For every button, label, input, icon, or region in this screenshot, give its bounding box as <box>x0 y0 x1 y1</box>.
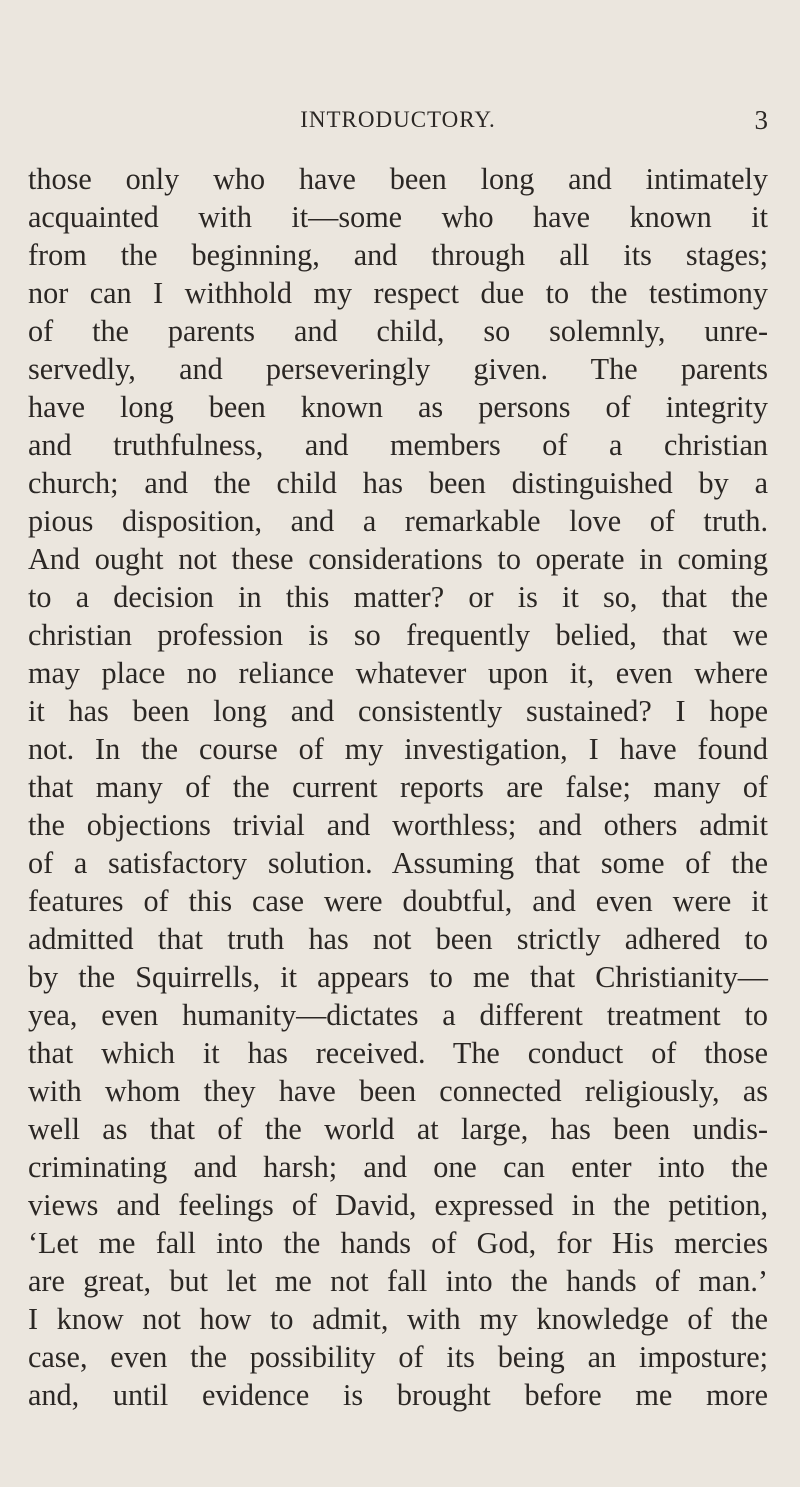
text-line-12: to a decision in this matter? or is it so, that the <box>28 580 768 614</box>
text-line-29: ‘Let me fall into the hands of God, for His mercies <box>28 1226 768 1260</box>
text-line-26: well as that of the world at large, has been undis- <box>28 1112 768 1146</box>
body-text <box>28 160 768 1414</box>
text-line-25: with whom they have been connected religiously, as <box>28 1074 768 1108</box>
text-line-14: may place no reliance whatever upon it, even where <box>28 656 768 690</box>
text-line-21: admitted that truth has not been strictly adhered to <box>28 922 768 956</box>
text-line-33: and, until evidence is brought before me more <box>28 1378 768 1412</box>
text-line-18: the objections trivial and worthless; and others admit <box>28 808 768 842</box>
text-line-2: acquainted with it—some who have known it <box>28 200 768 234</box>
text-line-1: those only who have been long and intimately <box>28 162 768 196</box>
text-line-24: that which it has received. The conduct of those <box>28 1036 768 1070</box>
text-line-31: I know not how to admit, with my knowledge of the <box>28 1302 768 1336</box>
text-line-10: pious disposition, and a remarkable love of truth. <box>28 504 768 538</box>
text-line-13: christian profession is so frequently belied, that we <box>28 618 768 652</box>
text-line-6: servedly, and perseveringly given. The parents <box>28 352 768 386</box>
text-line-8: and truthfulness, and members of a christian <box>28 428 768 462</box>
text-line-32: case, even the possibility of its being an imposture; <box>28 1340 768 1374</box>
text-line-23: yea, even humanity—dictates a different treatment to <box>28 998 768 1032</box>
text-line-4: nor can I withhold my respect due to the testimony <box>28 276 768 310</box>
text-line-20: features of this case were doubtful, and even were it <box>28 884 768 918</box>
text-line-9: church; and the child has been distinguished by a <box>28 466 768 500</box>
text-line-19: of a satisfactory solution. Assuming that some of the <box>28 846 768 880</box>
text-line-15: it has been long and consistently sustained? I hope <box>28 694 768 728</box>
text-line-28: views and feelings of David, expressed in the petition, <box>28 1188 768 1222</box>
text-line-27: criminating and harsh; and one can enter into the <box>28 1150 768 1184</box>
text-line-5: of the parents and child, so solemnly, unre- <box>28 314 768 348</box>
running-title: INTRODUCTORY. <box>300 107 496 132</box>
page-number: 3 <box>754 105 768 135</box>
text-line-30: are great, but let me not fall into the hands of man.’ <box>28 1264 768 1298</box>
text-line-16: not. In the course of my investigation, I have found <box>28 732 768 766</box>
running-head <box>28 100 768 140</box>
text-line-7: have long been known as persons of integrity <box>28 390 768 424</box>
text-line-11: And ought not these considerations to operate in coming <box>28 542 768 576</box>
text-line-17: that many of the current reports are false; many of <box>28 770 768 804</box>
text-line-22: by the Squirrells, it appears to me that Christianity— <box>28 960 768 994</box>
text-line-3: from the beginning, and through all its stages; <box>28 238 768 272</box>
